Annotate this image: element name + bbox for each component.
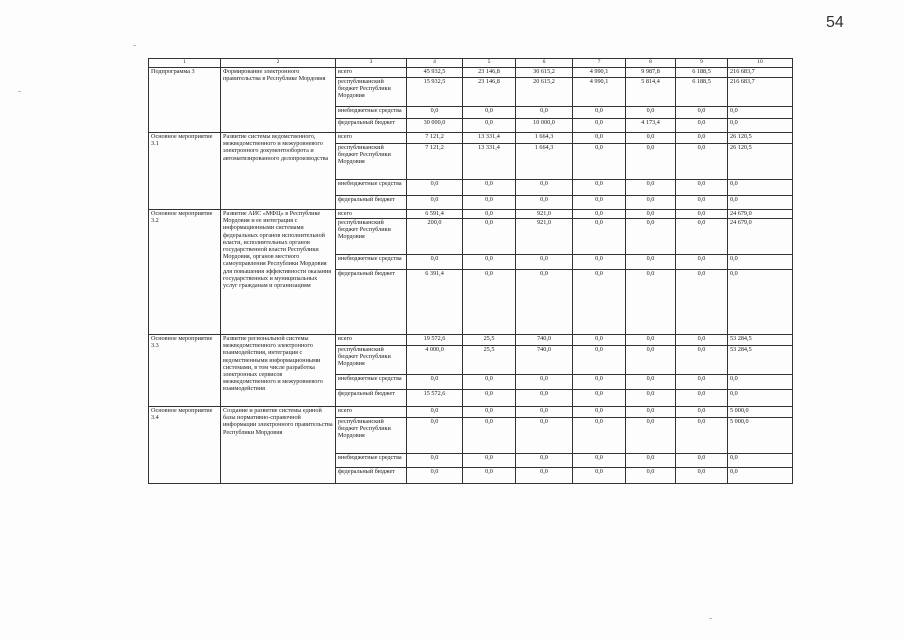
amount-cell: 0,0 — [728, 255, 793, 270]
amount-cell: 0,0 — [573, 133, 626, 144]
amount-cell: 0,0 — [626, 144, 676, 180]
amount-cell: 25,5 — [463, 335, 516, 346]
column-number: 2 — [221, 59, 336, 68]
amount-cell: 0,0 — [463, 270, 516, 335]
funding-source: всего — [336, 133, 407, 144]
amount-cell: 0,0 — [676, 270, 728, 335]
amount-cell: 0,0 — [463, 119, 516, 133]
amount-cell: 6 188,5 — [676, 68, 728, 78]
amount-cell: 0,0 — [573, 454, 626, 468]
amount-cell: 53 284,5 — [728, 346, 793, 375]
amount-cell: 0,0 — [573, 219, 626, 255]
amount-cell: 19 572,6 — [407, 335, 463, 346]
amount-cell: 15 572,6 — [407, 390, 463, 407]
funding-source: внебюджетные средства — [336, 454, 407, 468]
column-number: 3 — [336, 59, 407, 68]
amount-cell: 0,0 — [676, 468, 728, 484]
amount-cell: 0,0 — [676, 346, 728, 375]
column-number: 7 — [573, 59, 626, 68]
amount-cell: 24 679,0 — [728, 210, 793, 219]
program-name: Развитие АИС «МФЦ» в Республике Мордовия и ее интеграция с информационными системами федеральных органов исполнительной власти, исполнительных органов государственной власти Республики Мордовия, органов местного самоуправления Республики Мордовия для повышения эффективности оказания государственных и муниципальных услуг гражданам и организациям — [221, 210, 336, 335]
amount-cell: 0,0 — [728, 375, 793, 390]
amount-cell: 0,0 — [407, 468, 463, 484]
amount-cell: 0,0 — [676, 119, 728, 133]
amount-cell: 0,0 — [573, 468, 626, 484]
amount-cell: 0,0 — [463, 107, 516, 119]
amount-cell: 0,0 — [516, 418, 573, 454]
amount-cell: 0,0 — [516, 107, 573, 119]
amount-cell: 0,0 — [407, 407, 463, 418]
funding-source: внебюджетные средства — [336, 107, 407, 119]
table-row — [149, 407, 793, 418]
amount-cell: 26 120,5 — [728, 144, 793, 180]
amount-cell: 0,0 — [463, 454, 516, 468]
amount-cell: 200,0 — [407, 219, 463, 255]
amount-cell: 25,5 — [463, 346, 516, 375]
amount-cell: 0,0 — [626, 210, 676, 219]
amount-cell: 23 146,8 — [463, 68, 516, 78]
amount-cell: 26 120,5 — [728, 133, 793, 144]
amount-cell: 6 591,4 — [407, 210, 463, 219]
program-code: Основное мероприятие 3.1 — [149, 133, 221, 210]
table-row — [149, 133, 793, 144]
column-number: 8 — [626, 59, 676, 68]
amount-cell: 0,0 — [626, 418, 676, 454]
scan-speck — [133, 45, 136, 46]
funding-source: всего — [336, 335, 407, 346]
amount-cell: 0,0 — [728, 454, 793, 468]
amount-cell: 15 932,5 — [407, 78, 463, 107]
amount-cell: 216 683,7 — [728, 78, 793, 107]
amount-cell: 13 331,4 — [463, 133, 516, 144]
amount-cell: 23 146,8 — [463, 78, 516, 107]
amount-cell: 0,0 — [676, 255, 728, 270]
amount-cell: 4 990,1 — [573, 78, 626, 107]
amount-cell: 0,0 — [407, 180, 463, 196]
amount-cell: 0,0 — [573, 107, 626, 119]
amount-cell: 0,0 — [463, 196, 516, 210]
funding-source: федеральный бюджет — [336, 468, 407, 484]
amount-cell: 0,0 — [626, 346, 676, 375]
amount-cell: 216 683,7 — [728, 68, 793, 78]
funding-source: федеральный бюджет — [336, 119, 407, 133]
page-number: 54 — [826, 14, 844, 31]
amount-cell: 0,0 — [676, 107, 728, 119]
amount-cell: 6 391,4 — [407, 270, 463, 335]
funding-source: республиканский бюджет Республики Мордовия — [336, 346, 407, 375]
amount-cell: 0,0 — [573, 255, 626, 270]
program-code: Основное мероприятие 3.3 — [149, 335, 221, 407]
program-name: Развитие региональной системы межведомственного электронного взаимодействия, интеграция с ведомственными информационными системами, в том числе разработка электронных сервисов межведомственного и межуровневого взаимодействия — [221, 335, 336, 407]
program-code: Подпрограмма 3 — [149, 68, 221, 133]
amount-cell: 0,0 — [626, 407, 676, 418]
amount-cell: 0,0 — [676, 144, 728, 180]
amount-cell: 0,0 — [516, 390, 573, 407]
amount-cell: 5 000,0 — [728, 418, 793, 454]
funding-source: всего — [336, 407, 407, 418]
budget-table — [148, 58, 793, 484]
amount-cell: 0,0 — [728, 196, 793, 210]
funding-source: федеральный бюджет — [336, 270, 407, 335]
amount-cell: 0,0 — [407, 418, 463, 454]
scan-speck — [709, 618, 712, 619]
table-body — [149, 59, 793, 484]
funding-source: внебюджетные средства — [336, 180, 407, 196]
column-number: 5 — [463, 59, 516, 68]
amount-cell: 4 173,4 — [626, 119, 676, 133]
amount-cell: 5 000,0 — [728, 407, 793, 418]
funding-source: республиканский бюджет Республики Мордовия — [336, 144, 407, 180]
program-name: Развитие системы ведомственного, межведомственного и межуровневого электронного документооборота и автоматизированного делопроизводства — [221, 133, 336, 210]
amount-cell: 921,0 — [516, 210, 573, 219]
amount-cell: 740,0 — [516, 346, 573, 375]
table-row — [149, 68, 793, 78]
amount-cell: 0,0 — [573, 346, 626, 375]
funding-source: федеральный бюджет — [336, 390, 407, 407]
column-number: 1 — [149, 59, 221, 68]
amount-cell: 0,0 — [573, 270, 626, 335]
amount-cell: 24 679,0 — [728, 219, 793, 255]
amount-cell: 0,0 — [626, 196, 676, 210]
amount-cell: 0,0 — [516, 196, 573, 210]
amount-cell: 0,0 — [407, 107, 463, 119]
amount-cell: 0,0 — [573, 210, 626, 219]
amount-cell: 0,0 — [626, 270, 676, 335]
amount-cell: 9 987,8 — [626, 68, 676, 78]
amount-cell: 0,0 — [573, 418, 626, 454]
amount-cell: 13 331,4 — [463, 144, 516, 180]
amount-cell: 0,0 — [626, 107, 676, 119]
amount-cell: 30 615,2 — [516, 68, 573, 78]
amount-cell: 0,0 — [463, 390, 516, 407]
amount-cell: 0,0 — [676, 133, 728, 144]
amount-cell: 0,0 — [728, 270, 793, 335]
funding-source: всего — [336, 68, 407, 78]
amount-cell: 0,0 — [676, 418, 728, 454]
amount-cell: 20 615,2 — [516, 78, 573, 107]
amount-cell: 4 000,0 — [407, 346, 463, 375]
amount-cell: 0,0 — [516, 255, 573, 270]
amount-cell: 0,0 — [676, 454, 728, 468]
amount-cell: 0,0 — [728, 390, 793, 407]
amount-cell: 0,0 — [573, 407, 626, 418]
amount-cell: 0,0 — [728, 180, 793, 196]
amount-cell: 0,0 — [463, 468, 516, 484]
amount-cell: 45 932,5 — [407, 68, 463, 78]
funding-source: всего — [336, 210, 407, 219]
amount-cell: 0,0 — [626, 133, 676, 144]
amount-cell: 0,0 — [728, 119, 793, 133]
column-number-row — [149, 59, 793, 68]
amount-cell: 0,0 — [516, 454, 573, 468]
amount-cell: 0,0 — [407, 375, 463, 390]
amount-cell: 0,0 — [463, 255, 516, 270]
column-number: 9 — [676, 59, 728, 68]
amount-cell: 0,0 — [463, 418, 516, 454]
amount-cell: 0,0 — [516, 407, 573, 418]
amount-cell: 0,0 — [463, 375, 516, 390]
amount-cell: 0,0 — [463, 219, 516, 255]
column-number: 6 — [516, 59, 573, 68]
amount-cell: 30 000,0 — [407, 119, 463, 133]
amount-cell: 0,0 — [676, 407, 728, 418]
amount-cell: 0,0 — [573, 375, 626, 390]
amount-cell: 0,0 — [573, 335, 626, 346]
amount-cell: 0,0 — [676, 196, 728, 210]
amount-cell: 53 284,5 — [728, 335, 793, 346]
amount-cell: 0,0 — [626, 375, 676, 390]
amount-cell: 0,0 — [626, 219, 676, 255]
scan-speck — [18, 91, 21, 92]
amount-cell: 0,0 — [676, 335, 728, 346]
amount-cell: 4 990,1 — [573, 68, 626, 78]
funding-source: внебюджетные средства — [336, 375, 407, 390]
amount-cell: 921,0 — [516, 219, 573, 255]
amount-cell: 0,0 — [626, 180, 676, 196]
amount-cell: 10 000,0 — [516, 119, 573, 133]
amount-cell: 0,0 — [728, 468, 793, 484]
amount-cell: 0,0 — [516, 180, 573, 196]
amount-cell: 0,0 — [676, 390, 728, 407]
column-number: 4 — [407, 59, 463, 68]
program-name: Формирование электронного правительства в Республике Мордовия — [221, 68, 336, 133]
funding-source: республиканский бюджет Республики Мордовия — [336, 78, 407, 107]
amount-cell: 0,0 — [463, 407, 516, 418]
amount-cell: 6 188,5 — [676, 78, 728, 107]
amount-cell: 0,0 — [463, 210, 516, 219]
amount-cell: 0,0 — [626, 468, 676, 484]
amount-cell: 0,0 — [463, 180, 516, 196]
amount-cell: 0,0 — [516, 270, 573, 335]
amount-cell: 0,0 — [626, 335, 676, 346]
amount-cell: 5 814,4 — [626, 78, 676, 107]
amount-cell: 0,0 — [407, 196, 463, 210]
amount-cell: 0,0 — [516, 468, 573, 484]
funding-source: федеральный бюджет — [336, 196, 407, 210]
amount-cell: 7 121,2 — [407, 133, 463, 144]
amount-cell: 0,0 — [573, 180, 626, 196]
amount-cell: 0,0 — [573, 119, 626, 133]
amount-cell: 0,0 — [407, 255, 463, 270]
amount-cell: 1 664,3 — [516, 133, 573, 144]
funding-source: внебюджетные средства — [336, 255, 407, 270]
amount-cell: 0,0 — [626, 454, 676, 468]
amount-cell: 0,0 — [728, 107, 793, 119]
amount-cell: 0,0 — [676, 375, 728, 390]
amount-cell: 0,0 — [676, 219, 728, 255]
amount-cell: 0,0 — [676, 180, 728, 196]
funding-source: республиканский бюджет Республики Мордовия — [336, 219, 407, 255]
table-row — [149, 210, 793, 219]
program-name: Создание и развитие системы единой базы нормативно-справочной информации электронного правительства Республики Мордовия — [221, 407, 336, 484]
program-code: Основное мероприятие 3.4 — [149, 407, 221, 484]
program-code: Основное мероприятие 3.2 — [149, 210, 221, 335]
amount-cell: 1 664,3 — [516, 144, 573, 180]
amount-cell: 0,0 — [516, 375, 573, 390]
amount-cell: 0,0 — [573, 196, 626, 210]
funding-source: республиканский бюджет Республики Мордовия — [336, 418, 407, 454]
amount-cell: 7 121,2 — [407, 144, 463, 180]
amount-cell: 0,0 — [573, 144, 626, 180]
amount-cell: 0,0 — [626, 255, 676, 270]
amount-cell: 0,0 — [573, 390, 626, 407]
amount-cell: 0,0 — [676, 210, 728, 219]
amount-cell: 0,0 — [407, 454, 463, 468]
column-number: 10 — [728, 59, 793, 68]
amount-cell: 0,0 — [626, 390, 676, 407]
amount-cell: 740,0 — [516, 335, 573, 346]
table-row — [149, 335, 793, 346]
